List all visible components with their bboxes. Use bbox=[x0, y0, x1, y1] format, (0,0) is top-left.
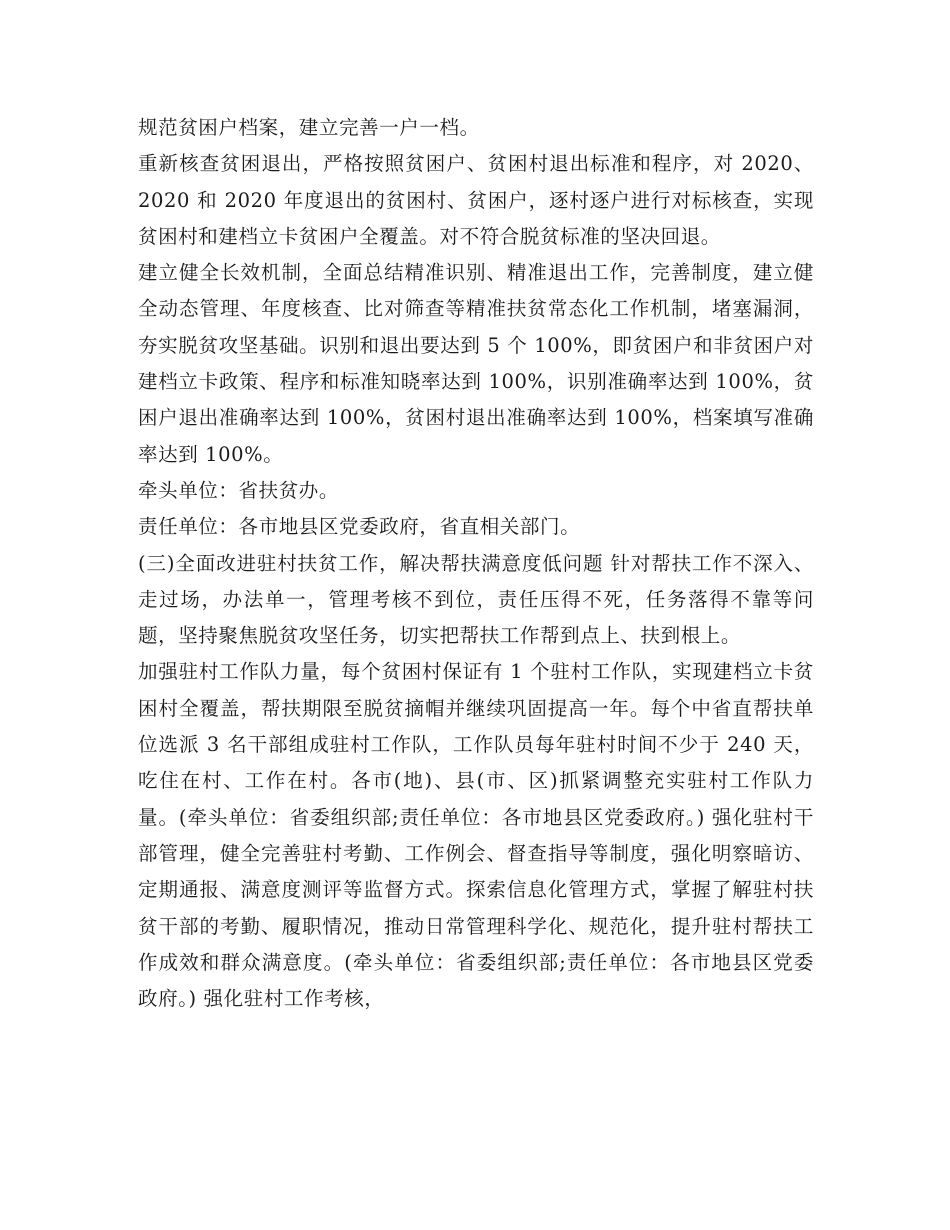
paragraph-lead-unit: 牵头单位：省扶贫办。 bbox=[138, 478, 340, 502]
paragraph-work-team: 加强驻村工作队力量，每个贫困村保证有 1 个驻村工作队，实现建档立卡贫困村全覆盖，帮扶期限至脱贫摘帽并继续巩固提高一年。每个中省直帮扶单位选派 3 名干部组成驻村工作队，工作队员每年驻村时间不少于 240 天，吃住在村、工作在村。各市(地)、县(市、区)抓紧调整充实驻村工作队力量。(牵头单位：省委组织部;责任单位：各市地县区党委政府。) 强化驻村干部管理，健全完善驻村考勤、工作例会、督查指导等制度，强化明察暗访、定期通报、满意度测评等监督方式。探索信息化管理方式，掌握了解驻村扶贫干部的考勤、履职情况，推动日常管理科学化、规范化，提升驻村帮扶工作成效和群众满意度。(牵头单位：省委组织部;责任单位：各市地县区党委政府。) 强化驻村工作考核， bbox=[138, 660, 814, 1011]
paragraph-recheck-exit: 重新核查贫困退出，严格按照贫困户、贫困村退出标准和程序，对 2020、2020 和 2020 年度退出的贫困村、贫困户，逐村逐户进行对标核查，实现贫困村和建档立卡贫困户全覆盖。对不符合脱贫标准的坚决回退。 bbox=[138, 152, 814, 248]
paragraph-responsible-unit: 责任单位：各市地县区党委政府，省直相关部门。 bbox=[138, 515, 581, 539]
paragraph-long-term-mechanism: 建立健全长效机制，全面总结精准识别、精准退出工作，完善制度，建立健全动态管理、年度核查、比对筛查等精准扶贫常态化工作机制，堵塞漏洞，夯实脱贫攻坚基础。识别和退出要达到 5 个 100%，即贫困户和非贫困户对建档立卡政策、程序和标准知晓率达到 100%，识别准确率达到 100%，贫困户退出准确率达到 100%，贫困村退出准确率达到 100%，档案填写准确率达到 100%。 bbox=[138, 261, 814, 466]
document-body bbox=[138, 110, 814, 1017]
paragraph-archive: 规范贫困户档案，建立完善一户一档。 bbox=[138, 116, 480, 139]
section-heading-village-assistance: (三)全面改进驻村扶贫工作，解决帮扶满意度低问题 针对帮扶工作不深入、走过场，办法单一，管理考核不到位，责任压得不死，任务落得不靠等问题，坚持聚焦脱贫攻坚任务，切实把帮扶工作帮到点上、扶到根上。 bbox=[138, 551, 814, 648]
